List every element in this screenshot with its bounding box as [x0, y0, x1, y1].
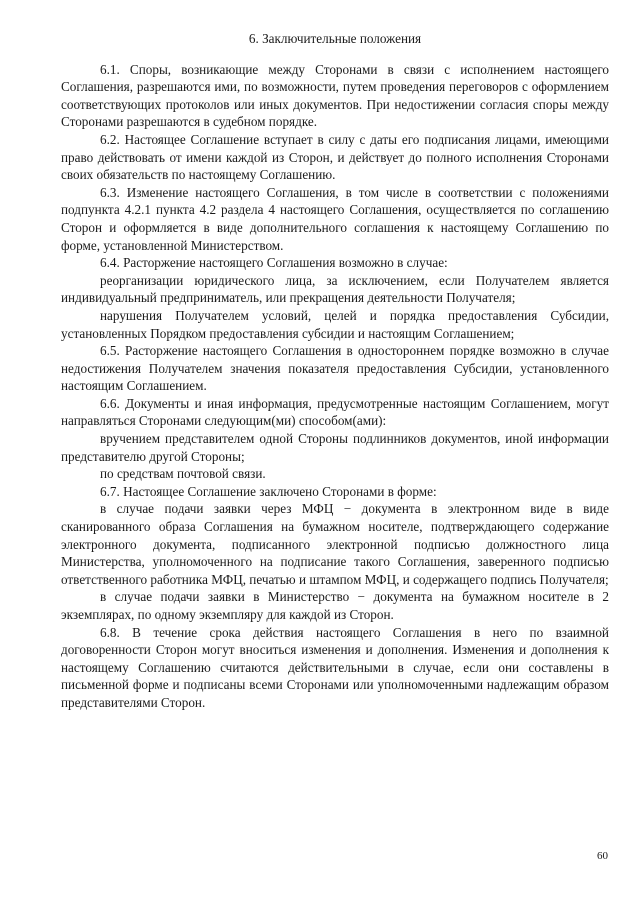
- paragraph-6-4: 6.4. Расторжение настоящего Соглашения возможно в случае:: [100, 255, 448, 271]
- paragraph-6-5: 6.5. Расторжение настоящего Соглашения в одностороннем порядке возможно в случае недостижения Получателем значения показателя предоставления Субсидии, установленного настоящим Соглашением.: [61, 343, 609, 394]
- paragraph-6-6-post: по средствам почтовой связи.: [100, 466, 266, 482]
- paragraph-6-1: 6.1. Споры, возникающие между Сторонами в связи с исполнением настоящего Соглашения, разрешаются ими, по возможности, путем проведения переговоров с оформлением соответствующих протоколов или иных документов. При недостижении согласия споры между Сторонами разрешаются в судебном порядке.: [61, 61, 609, 130]
- page-number: 60: [597, 850, 608, 862]
- paragraph-6-7-ministry: в случае подачи заявки в Министерство − документа на бумажном носителе в 2 экземплярах, по одному экземпляру для каждой из Сторон.: [61, 589, 609, 622]
- document-page: [61, 30, 609, 712]
- paragraph-6-6: 6.6. Документы и иная информация, предусмотренные настоящим Соглашением, могут направляться Сторонами следующим(ми) способом(ами):: [61, 395, 609, 429]
- section-title: 6. Заключительные положения: [248, 31, 422, 46]
- paragraph-6-4-reorganization: реорганизации юридического лица, за исключением, если Получателем является индивидуальный предприниматель, или прекращения деятельности Получателя;: [61, 272, 609, 306]
- paragraph-6-2: 6.2. Настоящее Соглашение вступает в силу с даты его подписания лицами, имеющими право действовать от имени каждой из Сторон, и действует до полного исполнения Сторонами своих обязательств по настоящему Соглашению.: [61, 131, 609, 183]
- paragraph-6-3: 6.3. Изменение настоящего Соглашения, в том числе в соответствии с положениями подпункта 4.2.1 пункта 4.2 раздела 4 настоящего Соглашения, осуществляется по соглашению Сторон и оформляется в виде дополнительного соглашения к настоящему Соглашению по форме, установленной Министерством.: [61, 184, 609, 253]
- paragraph-6-8: 6.8. В течение срока действия настоящего Соглашения в него по взаимной договоренности Сторон могут вноситься изменения и дополнения. Изменения и дополнения к настоящему Соглашению считаются действительными в случае, если они составлены в письменной форме и подписаны всеми Сторонами или уполномоченными надлежащим образом представителями Сторон.: [61, 624, 609, 710]
- paragraph-6-4-violation: нарушения Получателем условий, целей и порядка предоставления Субсидии, установленных Порядком предоставления субсидии и настоящим Соглашением;: [61, 307, 609, 341]
- paragraph-6-6-delivery: вручением представителем одной Стороны подлинников документов, иной информации представителю другой Стороны;: [61, 431, 609, 464]
- paragraph-6-7-mfc: в случае подачи заявки через МФЦ − документа в электронном виде в виде сканированного образа Соглашения на бумажном носителе, подтверждающего содержание электронного документа, подписанного электронной подписью должностного лица Министерства, уполномоченного на подписание такого Соглашения, заверенного подписью ответственного работника МФЦ, печатью и штампом МФЦ, и содержащего подпись Получателя;: [61, 501, 609, 587]
- paragraph-6-7: 6.7. Настоящее Соглашение заключено Сторонами в форме:: [100, 483, 437, 499]
